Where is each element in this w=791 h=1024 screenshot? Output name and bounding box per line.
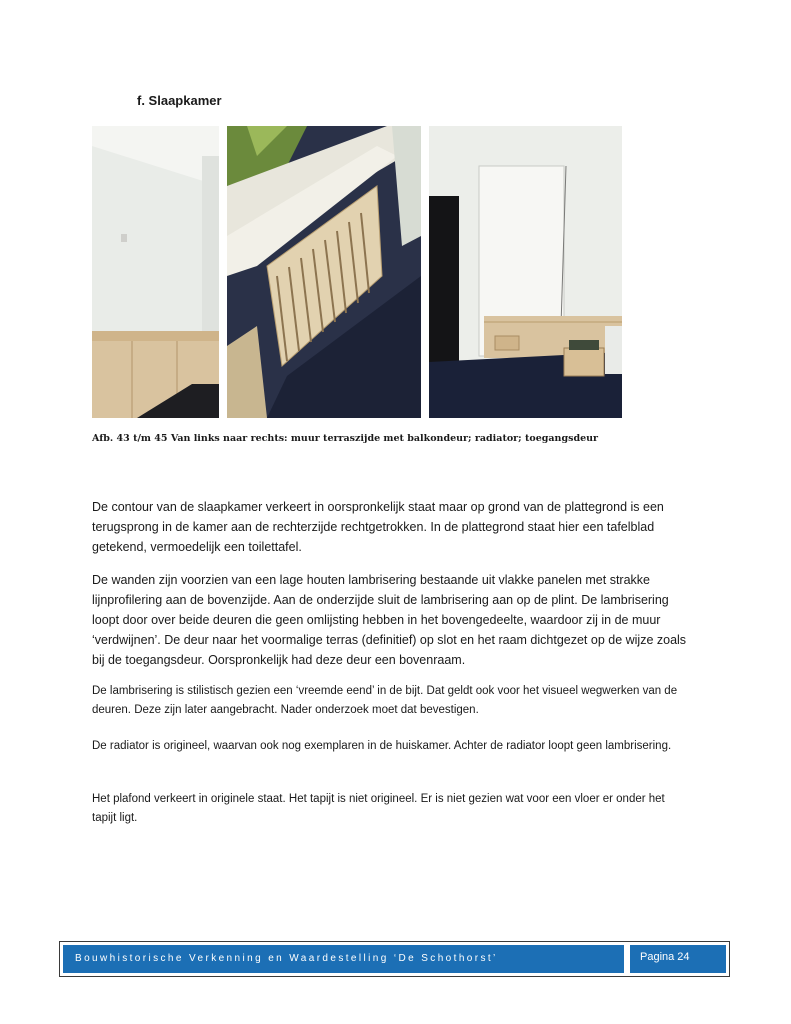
footer-document-title: Bouwhistorische Verkenning en Waardestelling ‘De Schothorst’ bbox=[63, 945, 624, 973]
photo-radiator-image bbox=[227, 126, 421, 418]
photo-radiator bbox=[227, 126, 421, 418]
section-heading: f. Slaapkamer bbox=[137, 93, 222, 108]
paragraph-walls: De wanden zijn voorzien van een lage houten lambrisering bestaande uit vlakke panelen met strakke lijnprofilering aan de bovenzijde. Aan de onderzijde sluit de lambrisering aan op de plint. De lambrisering loopt door over beide deuren die geen omlijsting hebben in het bovengedeelte, waardoor zij in de muur ‘verdwijnen’. De deur naar het voormalige terras (definitief) op slot en het raam dichtgezet op de wijze zoals bij de toegangsdeur. Oorspronkelijk had deze deur een bovenraam. bbox=[92, 573, 687, 667]
photo-wall-terrace-side-image bbox=[92, 126, 219, 418]
paragraph-contour: De contour van de slaapkamer verkeert in oorspronkelijk staat maar op grond van de plattegrond is een terugsprong in de kamer aan de rechterzijde rechtgetrokken. In de plattegrond staat hier een tafelblad getekend, vermoedelijk een toilettafel. bbox=[92, 500, 664, 554]
paragraph-radiator: De radiator is origineel, waarvan ook nog exemplaren in de huiskamer. Achter de radiator loopt geen lambrisering. bbox=[92, 740, 672, 752]
photo-entrance-door bbox=[429, 126, 622, 418]
figure-caption: Afb. 43 t/m 45 Van links naar rechts: muur terraszijde met balkondeur; radiator; toegangsdeur bbox=[92, 433, 599, 444]
paragraph-wainscot: De lambrisering is stilistisch gezien een ‘vreemde eend’ in de bijt. Dat geldt ook voor het visueel wegwerken van de deuren. Deze zijn later aangebracht. Nader onderzoek moet dat bevestigen. bbox=[92, 685, 678, 716]
footer-page-number: Pagina 24 bbox=[630, 945, 726, 973]
photo-wall-terrace-side bbox=[92, 126, 219, 418]
paragraph-ceiling: Het plafond verkeert in originele staat. Het tapijt is niet origineel. Er is niet gezien wat voor een vloer er onder het tapijt ligt. bbox=[92, 793, 665, 824]
photo-entrance-door-image bbox=[429, 126, 622, 418]
